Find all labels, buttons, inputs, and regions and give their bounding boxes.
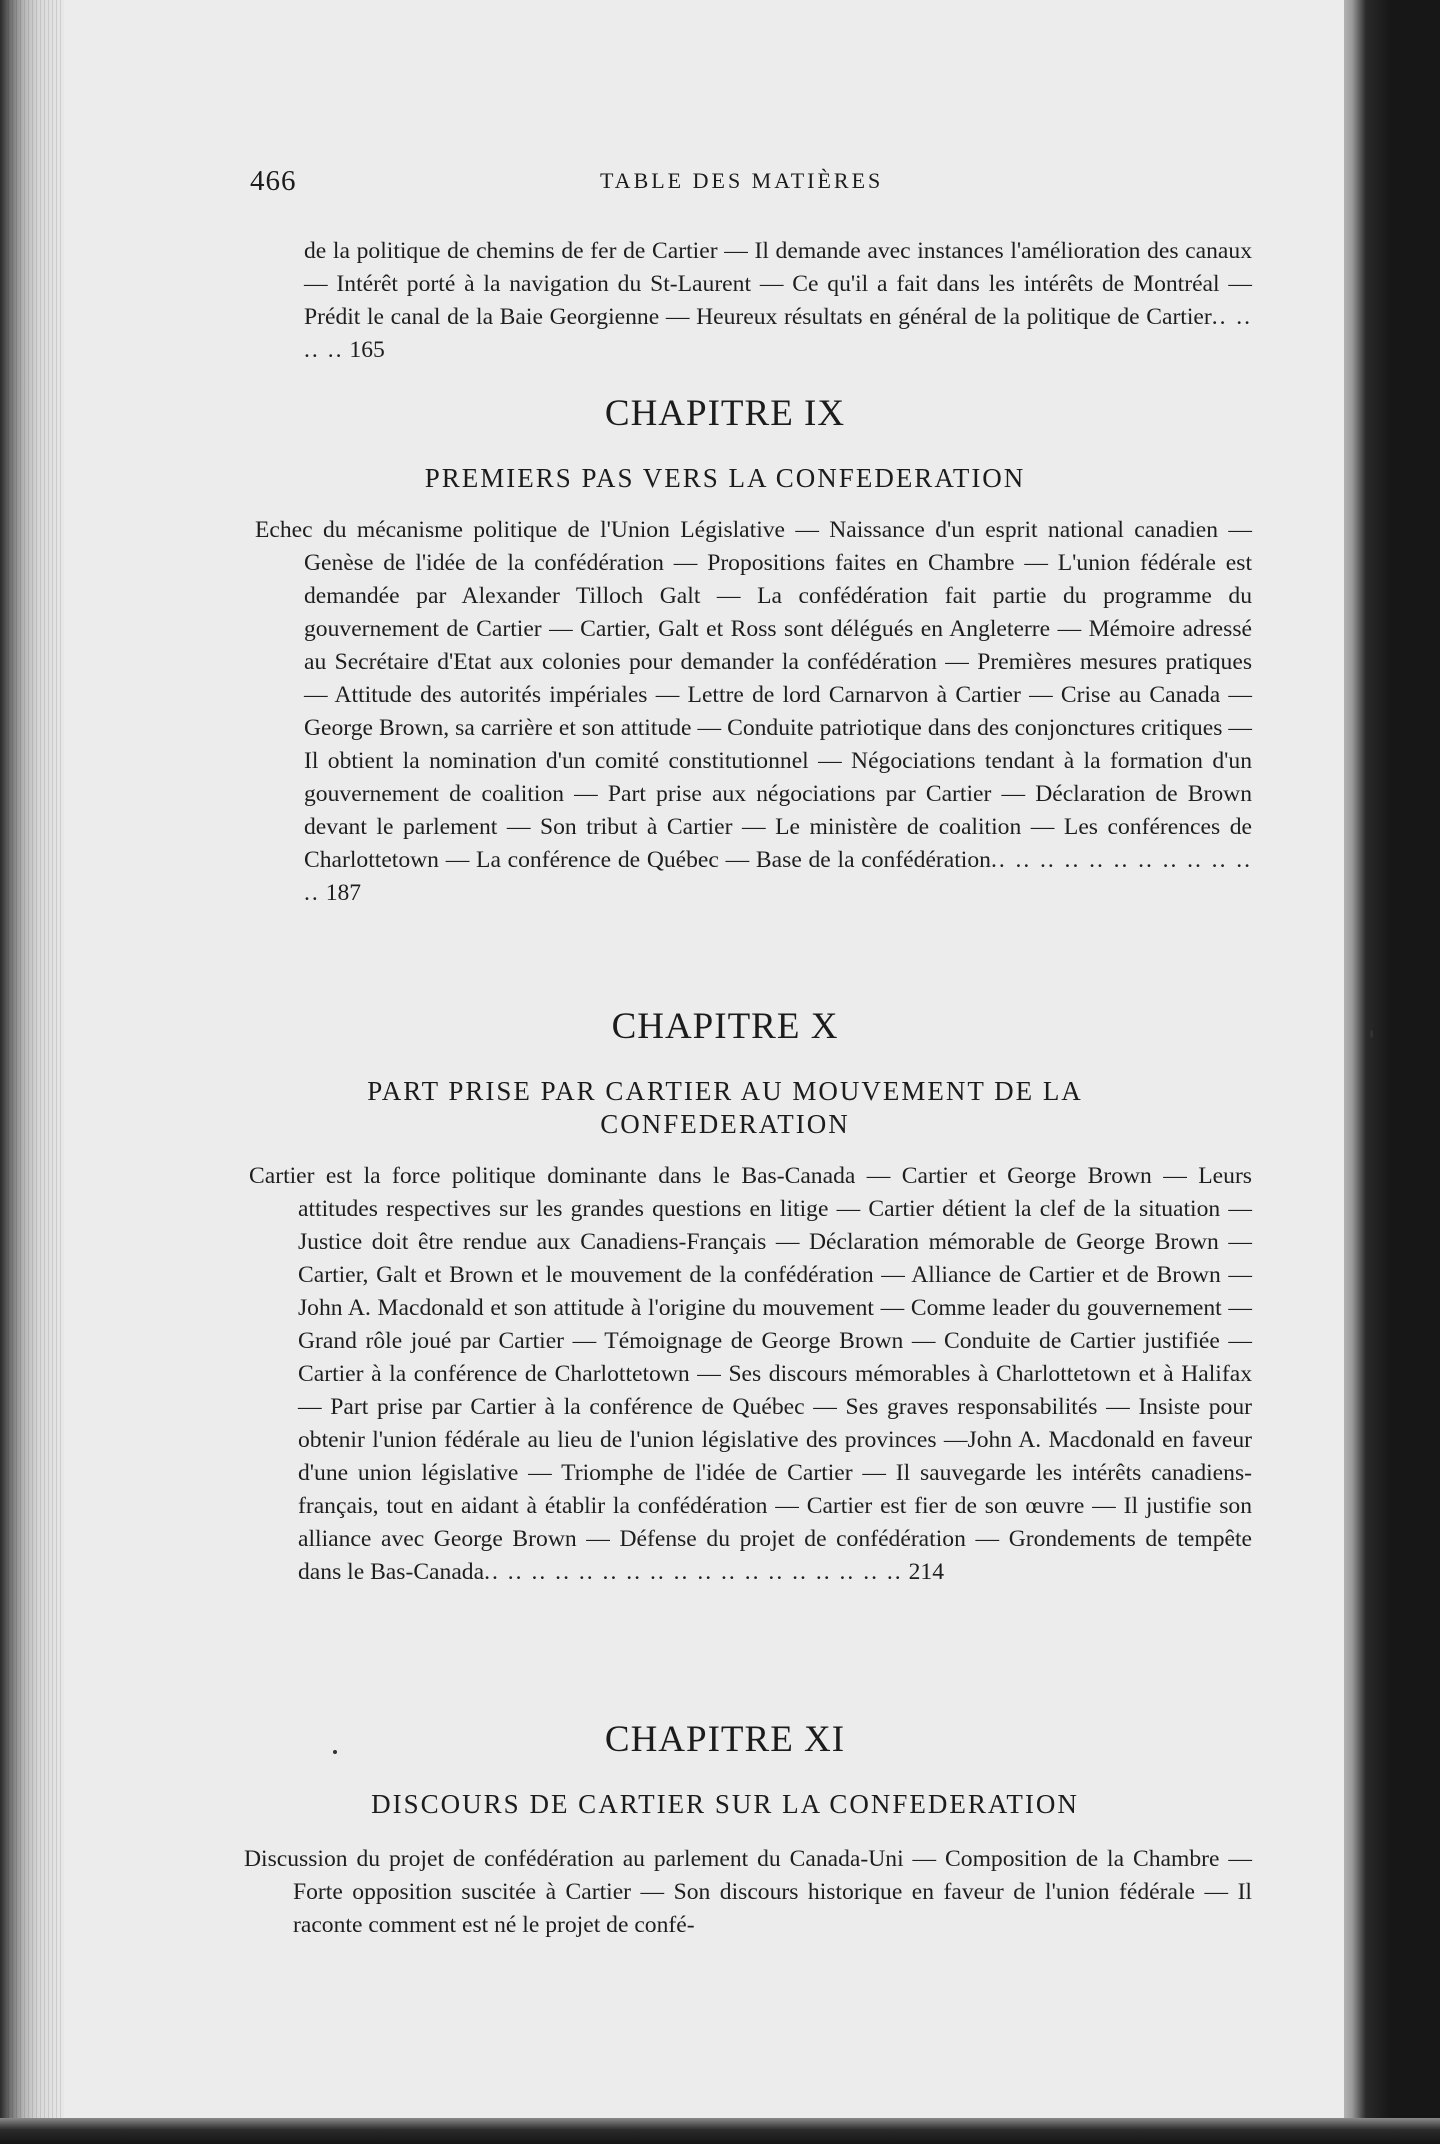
chapter-title: DISCOURS DE CARTIER SUR LA CONFEDERATION (371, 1789, 1079, 1819)
dot-leader: .. .. .. .. (304, 304, 1252, 363)
dot-leader: .. .. .. .. .. .. .. .. .. .. .. .. .. .. .. .. .. .. (484, 1559, 903, 1585)
chapter-heading: CHAPITRE IX (604, 393, 846, 434)
dot-leader: .. .. .. .. .. .. .. .. .. .. .. .. (304, 847, 1252, 906)
chapter-summary-text: Discussion du projet de confédération au parlement du Canada-Uni — Composition de la Chambre — Forte opposition suscitée à Cartier — Son discours historique en faveur de l'union fédérale — Il raconte comment est né le projet de confé- (244, 1846, 1252, 1938)
chapter-summary-text: Cartier est la force politique dominante dans le Bas-Canada — Cartier et George Brown — Leurs attitudes respectives sur les grandes questions en litige — Cartier détient la clef de la situation — Justice doit être rendue aux Canadiens-Français — Déclaration mémorable de George Brown — Cartier, Galt et Brown et le mouvement de la confédération — Alliance de Cartier et de Brown — John A. Macdonald et son attitude à l'origine du mouvement — Comme leader du gouvernement — Grand rôle joué par Cartier — Témoignage de George Brown — Conduite de Cartier justifiée — Cartier à la conférence de Charlottetown — Ses discours mémorables à Charlottetown et à Halifax — Part prise par Cartier à la conférence de Québec — Ses graves responsabilités — Insiste pour obtenir l'union fédérale au lieu de l'union législative des provinces —John A. Macdonald en faveur d'une union législative — Triomphe de l'idée de Cartier — Il sauvegarde les intérêts canadiens-français, tout en aidant à établir la confédération — Cartier est fier de son œuvre — Il justifie son alliance avec George Brown — Défense du projet de confédération — Grondements de tempête dans le Bas-Canada (249, 1163, 1252, 1585)
chapter-summary-text: Echec du mécanisme politique de l'Union Législative — Naissance d'un esprit national canadien — Genèse de l'idée de la confédération — Propositions faites en Chambre — L'union fédérale est demandée par Alexander Tilloch Galt — La confédération fait partie du programme du gouvernement de Cartier — Cartier, Galt et Ross sont délégués en Angleterre — Mémoire adressé au Secrétaire d'Etat aux colonies pour demander la confédération — Premières mesures pratiques — Attitude des autorités impériales — Lettre de lord Carnarvon à Cartier — Crise au Canada — George Brown, sa carrière et son attitude — Conduite patriotique dans des conjonctures critiques — Il obtient la nomination d'un comité constitutionnel — Négociations tendant à la formation d'un gouvernement de coalition — Part prise aux négociations par Cartier — Déclaration de Brown devant le parlement — Son tribut à Cartier — Le ministère de coalition — Les conférences de Charlottetown — La conférence de Québec — Base de la confédération (255, 517, 1252, 873)
chapter-title: PREMIERS PAS VERS LA CONFEDERATION (424, 463, 1026, 493)
page-stack-edges (8, 0, 68, 2144)
entry-page-number: 165 (349, 337, 385, 363)
chapter-title-line: PART PRISE PAR CARTIER AU MOUVEMENT DE LA (367, 1076, 1083, 1106)
bottom-shadow (0, 2118, 1440, 2144)
chapter-summary (249, 1160, 1252, 1589)
chapter-heading: CHAPITRE X (611, 1006, 839, 1047)
speck (333, 1750, 337, 1754)
page-number: 466 (250, 165, 297, 197)
continued-entry (304, 235, 1252, 367)
chapter-heading: CHAPITRE XI (604, 1719, 846, 1760)
continued-entry-text: de la politique de chemins de fer de Cartier — Il demande avec instances l'amélioration des canaux — Intérêt porté à la navigation du St-Laurent — Ce qu'il a fait dans les intérêts de Montréal — Prédit le canal de la Baie Georgienne — Heureux résultats en général de la politique de Cartier (304, 238, 1252, 330)
chapter-summary (255, 514, 1252, 910)
chapter-summary (244, 1843, 1252, 1942)
chapter-title-line: CONFEDERATION (600, 1109, 850, 1139)
entry-page-number: 214 (908, 1559, 944, 1585)
running-head: TABLE DES MATIÈRES (600, 168, 884, 193)
entry-page-number: 187 (325, 880, 362, 906)
chapter-title (300, 1075, 1150, 1141)
speck (1370, 1030, 1373, 1038)
